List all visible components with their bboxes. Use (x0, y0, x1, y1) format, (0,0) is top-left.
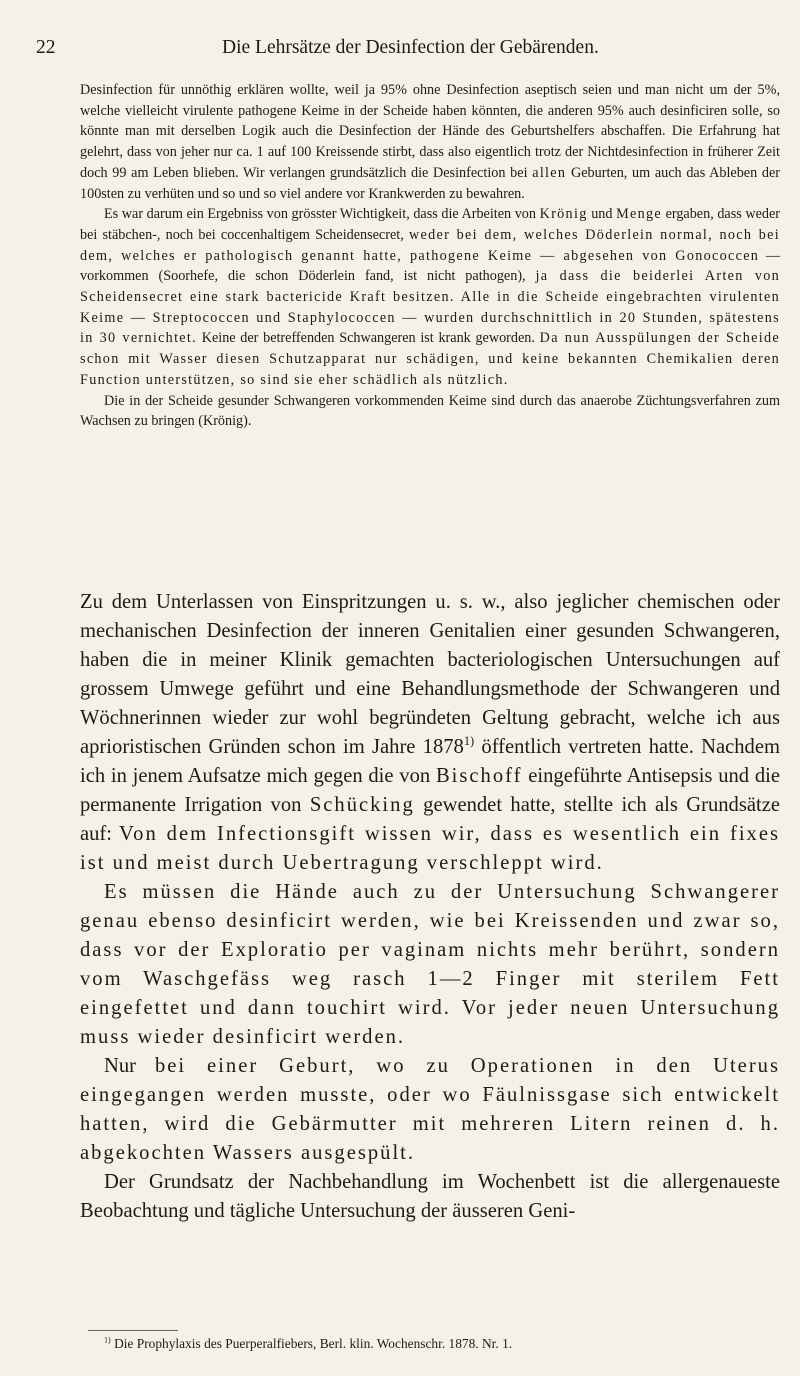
emphasis-text: Es müssen die Hände auch zu der Untersuchung Schwangerer genau ebenso desinficirt werden, wie bei Kreissenden und zwar so, dass vor der Exploratio per vaginam nichts mehr berührt, sondern vom Waschgefäss weg rasch 1—2 Finger mit sterilem Fett eingefettet und dann touchirt wird. Vor jeder neuen Untersuchung muss wieder desinficirt werden. (80, 881, 780, 1048)
small-paragraph-2: Es war darum ein Ergebniss von grösster Wichtigkeit, dass die Arbeiten von Krönig und Menge ergaben, dass weder bei stäbchen-, noch bei coccenhaltigem Scheidensecret, weder bei dem, welches Döderlein normal, noch bei dem, welches er pathologisch genannt hatte, pathogene Keime — abgesehen von Gonococcen — vorkommen (Soorhefe, die schon Döderlein fand, ist nicht pathogen), ja dass die beiderlei Arten von Scheidensecret eine stark bactericide Kraft besitzen. Alle in die Scheide eingebrachten virulenten Keime — Streptococcen und Staphylococcen — wurden durchschnittlich in 20 Stunden, spätestens in 30 vernichtet. Keine der betreffenden Schwangeren ist krank geworden. Da nun Ausspülungen der Scheide schon mit Wasser diesen Schutzapparat nur schädigen, und keine bekannten Chemikalien deren Function unterstützen, so sind sie eher schädlich als nützlich. (80, 206, 781, 388)
footnote (104, 1335, 794, 1353)
small-paragraph-1: Desinfection für unnöthig erklären wollte, weil ja 95% ohne Desinfection aseptisch seien und man nicht um der 5%, welche vielleicht virulente pathogene Keime in der Scheide haben könnten, die anderen 95% auch desinficiren solle, so könnte man mit derselben Logik auch die Desinfection der Hände des Geburtshelfers abschaffen. Die Erfahrung hat gelehrt, dass von jeher nur ca. 1 auf 100 Kreissende stirbt, dass also eigentlich trotz der Nichtdesinfection in früherer Zeit doch 99 am Leben blieben. Wir verlangen grundsätzlich die Desinfection bei allen Geburten, um auch das Ableben der 100sten zu verhüten und so und so viel andere vor Krankwerden zu bewahren. (80, 82, 781, 202)
footnote-text: Die Prophylaxis des Puerperalfiebers, Berl. klin. Wochenschr. 1878. Nr. 1. (114, 1336, 513, 1351)
emphasis-text: ja dass die beiderlei Arten von Scheidensecret eine stark bactericide Kraft besitzen. Alle in die Scheide eingebrachten virulenten Keime — Streptococcen und Staphylococcen — wurden durchschnittlich in 20 Stunden, spätestens in 30 vernichtet. (80, 268, 781, 347)
emphasis-text: bei einer Geburt, wo zu Operationen in den Uterus eingegangen werden musste, oder wo Fäulnissgase sich entwickelt hatten, wird die Gebärmutter mit mehreren Litern reinen d. h. abgekochten Wassers ausgespült. (80, 1055, 780, 1164)
author-name: Krönig (539, 206, 588, 223)
author-name: Schücking (309, 794, 415, 816)
footnote-reference: 1) (463, 734, 475, 749)
footnote-mark: 1) (104, 1335, 111, 1345)
author-name: Menge (616, 206, 662, 223)
running-title: Die Lehrsätze der Desinfection der Gebärenden. (222, 37, 599, 58)
small-paragraph-3: Die in der Scheide gesunder Schwangeren vorkommenden Keime sind durch das anaerobe Züchtungsverfahren zum Wachsen zu bringen (Krönig). (80, 392, 780, 430)
footnote-divider (88, 1330, 178, 1331)
page-number: 22 (36, 37, 56, 58)
emphasis-text: Da nun Ausspülungen der Scheide schon mit Wasser diesen Schutzapparat nur schädigen, und keine bekannten Chemikalien deren Function unterstützen, so sind sie eher schädlich als nützlich. (80, 330, 781, 388)
author-name: Bischoff (435, 765, 523, 787)
small-print-section (80, 80, 780, 432)
main-paragraph-3: Nur bei einer Geburt, wo zu Operationen in den Uterus eingegangen werden musste, oder wo Fäulnissgase sich entwickelt hatten, wird die Gebärmutter mit mehreren Litern reinen d. h. abgekochten Wassers ausgespült. (80, 1055, 780, 1164)
emphasis-text: weder bei dem, welches Döderlein normal, noch bei dem, welches er pathologisch genannt hatte, pathogene Keime — abgesehen von Gonococcen (80, 226, 781, 264)
main-paragraph-2 (80, 878, 780, 1052)
emphasis-text: Von dem Infectionsgift wissen wir, dass es wesentlich ein fixes ist und meist durch Uebertragung verschleppt wird. (80, 823, 780, 874)
main-paragraph-4: Der Grundsatz der Nachbehandlung im Wochenbett ist die allergenaueste Beobachtung und tägliche Untersuchung der äusseren Geni- (80, 1171, 780, 1222)
main-paragraph-1: Zu dem Unterlassen von Einspritzungen u. s. w., also jeglicher chemischen oder mechanischen Desinfection der inneren Genitalien einer gesunden Schwangeren, haben die in meiner Klinik gemachten bacteriologischen Untersuchungen auf grossem Umwege geführt und eine Behandlungsmethode der Schwangeren und Wöchnerinnen wieder zur wohl begründeten Geltung gebracht, welche ich aus aprioristischen Gründen schon im Jahre 1878$^{1)}$ öffentlich vertreten hatte. Nachdem ich in jenem Aufsatze mich gegen die von Bischoff eingeführte Antisepsis und die permanente Irrigation von Schücking gewendet hatte, stellte ich als Grundsätze auf: Von dem Infectionsgift wissen wir, dass es wesentlich ein fixes ist und meist durch Uebertragung verschleppt wird. (80, 591, 781, 874)
main-text-section (80, 588, 780, 1226)
